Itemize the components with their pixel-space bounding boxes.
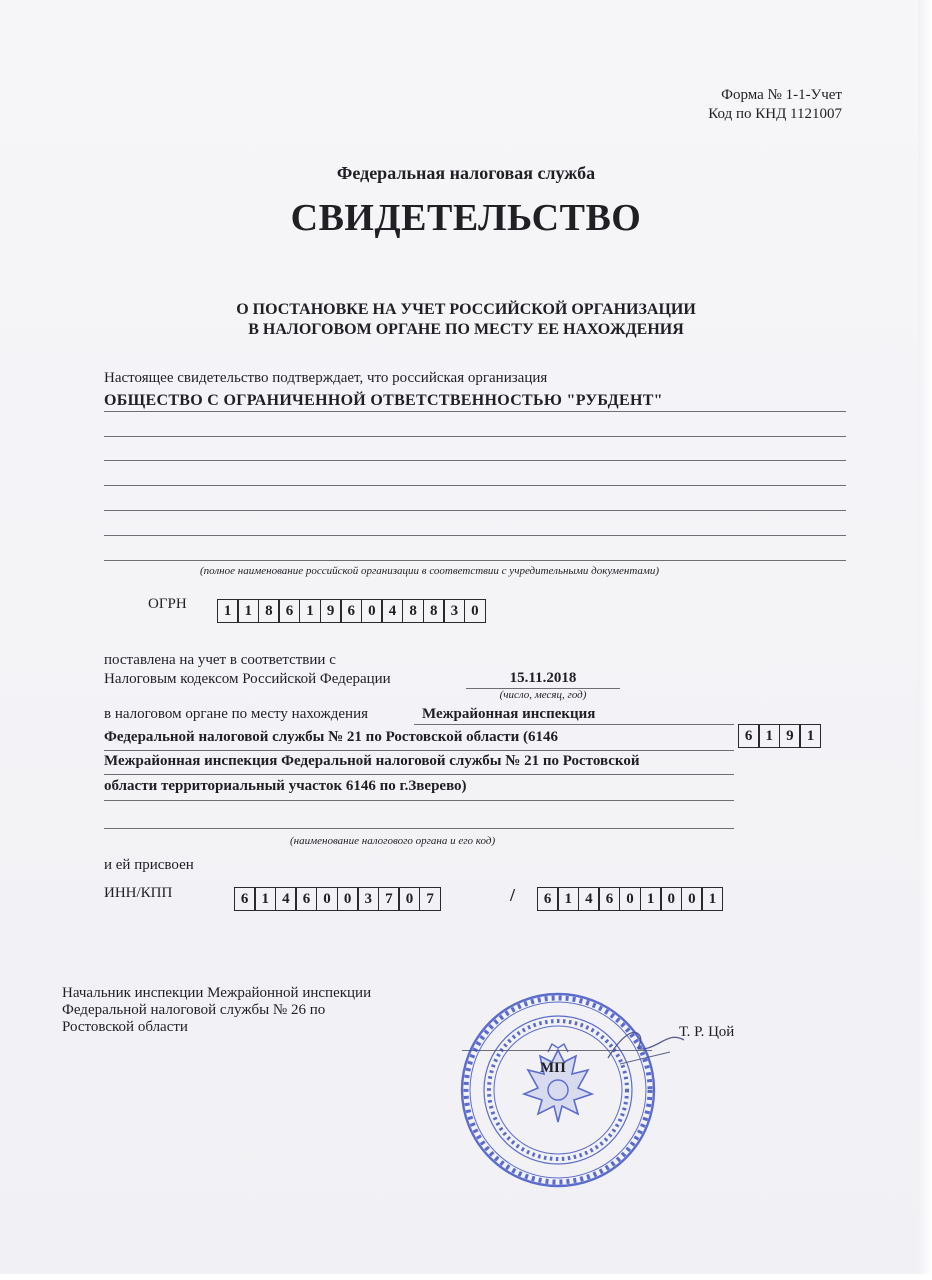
name-line — [104, 510, 846, 511]
inn-kpp-separator: / — [510, 885, 516, 905]
authority-line — [414, 724, 734, 725]
tax-authority-name-4: области территориальный участок 6146 по г.Зверево) — [104, 778, 467, 794]
digit-cell: 1 — [701, 887, 723, 911]
digit-cell: 6 — [537, 887, 559, 911]
subtitle-line-2: В НАЛОГОВОМ ОРГАНЕ ПО МЕСТУ ЕЕ НАХОЖДЕНИЯ — [248, 321, 684, 338]
digit-cell: 4 — [381, 599, 403, 623]
registration-date: 15.11.2018 — [509, 670, 577, 686]
digit-cell: 6 — [295, 887, 317, 911]
digit-cell: 0 — [361, 599, 383, 623]
tax-authority-code-boxes — [739, 724, 821, 748]
tax-authority-intro: в налоговом органе по месту нахождения — [104, 706, 369, 722]
digit-cell: 0 — [681, 887, 703, 911]
tax-authority-name-1: Межрайонная инспекция — [422, 706, 596, 722]
document-subtitle — [0, 300, 932, 340]
organization-intro: Настоящее свидетельство подтверждает, что российская организация — [104, 370, 548, 386]
ogrn-label: ОГРН — [148, 596, 187, 612]
ogrn-boxes — [218, 599, 486, 623]
inn-boxes — [235, 887, 441, 911]
digit-cell: 1 — [758, 724, 780, 748]
tax-authority-caption: (наименование налогового органа и его код) — [290, 835, 496, 847]
digit-cell: 3 — [357, 887, 379, 911]
registration-text-1: поставлена на учет в соответствии с — [104, 652, 336, 668]
digit-cell: 1 — [217, 599, 239, 623]
digit-cell: 6 — [340, 599, 362, 623]
name-line — [104, 460, 846, 461]
authority-line — [104, 750, 734, 751]
page-edge — [918, 0, 932, 1280]
name-line — [104, 411, 846, 412]
name-line — [104, 535, 846, 536]
digit-cell: 1 — [557, 887, 579, 911]
digit-cell: 7 — [378, 887, 400, 911]
name-line — [104, 436, 846, 437]
document-title: СВИДЕТЕЛЬСТВО — [290, 197, 642, 239]
signatory-position-1: Начальник инспекции Межрайонной инспекции — [62, 985, 372, 1001]
digit-cell: 3 — [443, 599, 465, 623]
digit-cell: 6 — [234, 887, 256, 911]
organization-name: ОБЩЕСТВО С ОГРАНИЧЕННОЙ ОТВЕТСТВЕННОСТЬЮ "РУБДЕНТ" — [104, 392, 663, 409]
authority-line — [104, 800, 734, 801]
digit-cell: 7 — [419, 887, 441, 911]
digit-cell: 1 — [237, 599, 259, 623]
digit-cell: 8 — [258, 599, 280, 623]
digit-cell: 1 — [254, 887, 276, 911]
form-number: Форма № 1-1-Учет — [721, 87, 842, 103]
digit-cell: 0 — [337, 887, 359, 911]
authority-line — [104, 828, 734, 829]
assigned-label: и ей присвоен — [104, 857, 194, 873]
registration-text-2: Налоговым кодексом Российской Федерации — [104, 671, 391, 687]
digit-cell: 1 — [299, 599, 321, 623]
signatory-position — [62, 985, 371, 1036]
subtitle-line-1: О ПОСТАНОВКЕ НА УЧЕТ РОССИЙСКОЙ ОРГАНИЗАЦИИ — [236, 301, 696, 318]
digit-cell: 0 — [316, 887, 338, 911]
kpp-boxes — [538, 887, 723, 911]
organization-name-caption: (полное наименование российской организации в соответствии с учредительными документами) — [200, 565, 660, 577]
digit-cell: 0 — [619, 887, 641, 911]
signatory-name: Т. Р. Цой — [679, 1024, 735, 1040]
digit-cell: 9 — [779, 724, 801, 748]
signatory-position-3: Ростовской области — [62, 1019, 188, 1035]
signatory-position-2: Федеральной налоговой службы № 26 по — [62, 1002, 326, 1018]
date-caption: (число, месяц, год) — [499, 689, 587, 701]
stamp-placeholder-label: МП — [540, 1060, 566, 1076]
page-edge-bottom — [0, 1274, 932, 1280]
digit-cell: 8 — [402, 599, 424, 623]
digit-cell: 4 — [275, 887, 297, 911]
authority-line — [104, 774, 734, 775]
inn-kpp-label: ИНН/КПП — [104, 885, 173, 901]
digit-cell: 1 — [799, 724, 821, 748]
digit-cell: 6 — [278, 599, 300, 623]
digit-cell: 4 — [578, 887, 600, 911]
form-code-block — [708, 86, 842, 124]
digit-cell: 6 — [598, 887, 620, 911]
name-line — [104, 560, 846, 561]
digit-cell: 0 — [398, 887, 420, 911]
digit-cell: 9 — [320, 599, 342, 623]
knd-code: Код по КНД 1121007 — [708, 106, 842, 122]
agency-name: Федеральная налоговая служба — [336, 163, 596, 183]
digit-cell: 0 — [660, 887, 682, 911]
digit-cell: 8 — [423, 599, 445, 623]
digit-cell: 0 — [464, 599, 486, 623]
name-line — [104, 485, 846, 486]
tax-authority-name-3: Межрайонная инспекция Федеральной налоговой службы № 21 по Ростовской — [104, 753, 640, 769]
official-seal-stamp — [458, 990, 658, 1190]
tax-authority-name-2: Федеральной налоговой службы № 21 по Ростовской области (6146 — [104, 729, 559, 745]
digit-cell: 1 — [640, 887, 662, 911]
digit-cell: 6 — [738, 724, 760, 748]
